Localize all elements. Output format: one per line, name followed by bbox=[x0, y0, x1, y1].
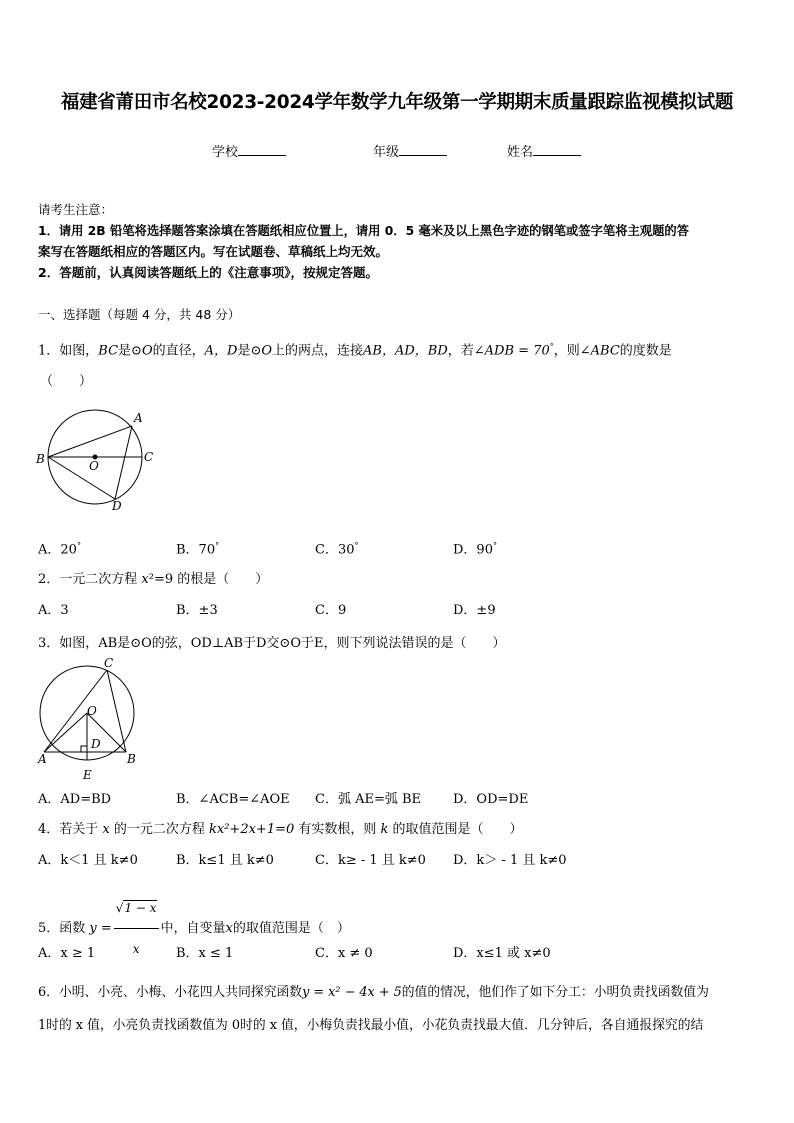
q1-line-ad bbox=[115, 426, 132, 499]
q2-stem: 2．一元二次方程 x²=9 的根是（ ） bbox=[38, 572, 269, 587]
q5-stem: 5．函数 y = $\frac{√1 - x}{x}$ 中，自变量x的取值范围是（ ） bbox=[38, 888, 350, 932]
q1-figure bbox=[30, 400, 165, 518]
q5-option-b[interactable]: B．x ≤ 1 bbox=[176, 946, 234, 961]
q6-line2: 1时的 x 值，小亮负责找函数值为 0时的 x 值，小梅负责找最小值，小花负责找最大值．几分钟后，各自通报探究的结 bbox=[38, 1018, 704, 1033]
name-label: 姓名 bbox=[507, 145, 534, 160]
q2-option-d[interactable]: D．±9 bbox=[453, 603, 496, 618]
q3-figure bbox=[30, 655, 145, 785]
q1-label-d: D bbox=[112, 499, 122, 513]
q4-option-c[interactable]: C．k≥ - 1 且 k≠0 bbox=[315, 853, 426, 868]
notice-item1-line2: 案写在答题纸相应的答题区内。写在试题卷、草稿纸上均无效。 bbox=[38, 244, 389, 259]
name-field bbox=[507, 141, 581, 160]
q3-right-angle-mark bbox=[81, 746, 87, 752]
q1-label-a: A bbox=[134, 411, 143, 425]
notice-heading: 请考生注意： bbox=[38, 202, 114, 217]
q1-label-c: C bbox=[144, 450, 154, 464]
q3-label-a: A bbox=[38, 752, 47, 766]
q3-option-b[interactable]: B．∠ACB=∠AOE bbox=[176, 792, 290, 807]
q1-label-o: O bbox=[89, 459, 99, 473]
school-field bbox=[212, 141, 286, 160]
q1-option-d[interactable]: D．90° bbox=[453, 541, 497, 558]
q3-label-o: O bbox=[87, 704, 97, 718]
q3-option-c[interactable]: C．弧 AE=弧 BE bbox=[315, 792, 422, 807]
q3-label-c: C bbox=[104, 656, 114, 670]
q1-stem: 1．如图，BC是⊙O的直径，A，D是⊙O上的两点，连接AB，AD，BD，若∠ADB = 70°，则∠ABC的度数是 bbox=[38, 342, 672, 359]
grade-label: 年级 bbox=[373, 145, 400, 160]
q4-option-d[interactable]: D．k＞ - 1 且 k≠0 bbox=[453, 853, 567, 868]
q5-option-a[interactable]: A．x ≥ 1 bbox=[38, 946, 96, 961]
q2-option-a[interactable]: A．3 bbox=[38, 603, 69, 618]
name-blank bbox=[533, 143, 581, 156]
q3-option-a[interactable]: A．AD=BD bbox=[38, 792, 112, 807]
notice-item2: 2．答题前，认真阅读答题纸上的《注意事项》，按规定答题。 bbox=[38, 265, 378, 280]
school-blank bbox=[238, 143, 286, 156]
page-title: 福建省莆田市名校2023-2024学年数学九年级第一学期期末质量跟踪监视模拟试题 bbox=[60, 92, 734, 113]
section-heading: 一、选择题（每题 4 分，共 48 分） bbox=[38, 307, 241, 322]
grade-blank bbox=[399, 143, 447, 156]
grade-field bbox=[373, 141, 447, 160]
q1-option-a[interactable]: A．20° bbox=[38, 541, 81, 558]
q1-option-c[interactable]: C．30° bbox=[315, 541, 359, 558]
q3-option-d[interactable]: D．OD=DE bbox=[453, 792, 529, 807]
q3-label-b: B bbox=[127, 752, 136, 766]
q3-label-e: E bbox=[83, 768, 92, 782]
school-label: 学校 bbox=[212, 145, 239, 160]
q1-answer-paren: （ ） bbox=[40, 374, 93, 389]
q5-option-d[interactable]: D．x≤1 或 x≠0 bbox=[453, 946, 551, 961]
q3-label-d: D bbox=[91, 737, 101, 751]
q6-line1: 6．小明、小亮、小梅、小花四人共同探究函数y = x² − 4x + 5的值的情况，他们作了如下分工：小明负责找函数值为 bbox=[38, 985, 709, 1000]
q1-line-bd bbox=[48, 457, 115, 499]
q4-option-a[interactable]: A．k＜1 且 k≠0 bbox=[38, 853, 138, 868]
q5-option-c[interactable]: C．x ≠ 0 bbox=[315, 946, 373, 961]
notice-item1-line1: 1．请用 2B 铅笔将选择题答案涂填在答题纸相应位置上，请用 0．5 毫米及以上黑色字迹的钢笔或签字笔将主观题的答 bbox=[38, 224, 689, 238]
q4-option-b[interactable]: B．k≤1 且 k≠0 bbox=[176, 853, 274, 868]
q5-fraction: $\frac{√1 - x}{x}$ bbox=[114, 888, 159, 969]
q2-option-c[interactable]: C．9 bbox=[315, 603, 347, 618]
q3-stem: 3．如图，AB是⊙O的弦，OD⊥AB于D交⊙O于E，则下列说法错误的是（ ） bbox=[38, 636, 506, 651]
q1-line-ab bbox=[48, 426, 132, 457]
q2-option-b[interactable]: B．±3 bbox=[176, 603, 218, 618]
q1-label-b: B bbox=[36, 452, 45, 466]
q4-stem: 4．若关于 x 的一元二次方程 kx²+2x+1=0 有实数根，则 k 的取值范围是（ ） bbox=[38, 822, 523, 837]
q1-option-b[interactable]: B．70° bbox=[176, 541, 220, 558]
